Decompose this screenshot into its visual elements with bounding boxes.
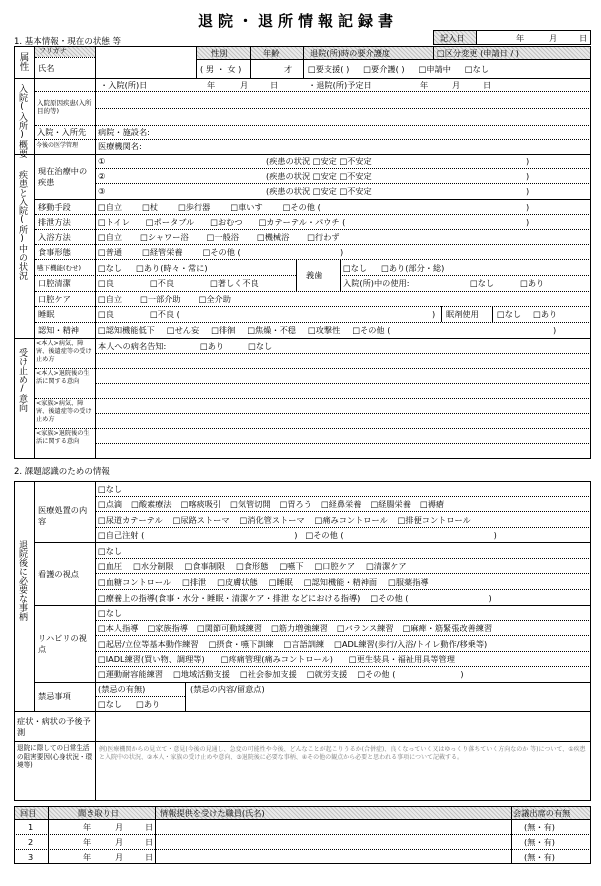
swallow-yes[interactable]: □あり(時々・常に): [136, 263, 208, 273]
exc-toilet[interactable]: □トイレ: [98, 217, 130, 227]
rehab-adl[interactable]: □ADL練習(歩行/入浴/トイレ動作/移乗等): [334, 639, 488, 649]
opt-youkaigo[interactable]: □要介護( ): [363, 64, 405, 74]
close-paren: ): [493, 530, 497, 540]
contraindication-options[interactable]: [98, 700, 160, 708]
close-paren: ): [432, 309, 436, 319]
denture-use-options[interactable]: [470, 279, 544, 287]
nurse-glucose[interactable]: □血糖コントロール: [98, 577, 172, 587]
hist-row1-n: 1: [28, 822, 34, 832]
nurse-none[interactable]: □なし: [98, 546, 123, 556]
admit-month[interactable]: 月: [549, 33, 558, 43]
hist-row1-d[interactable]: 日: [145, 822, 154, 832]
care-level-options[interactable]: [308, 65, 489, 73]
close-paren: ): [526, 202, 530, 212]
mobility-walker[interactable]: □歩行器: [178, 202, 211, 212]
nurse-water[interactable]: □水分制限: [133, 561, 174, 571]
opt-youshien[interactable]: □要支援( ): [308, 64, 350, 74]
nurse-foodform[interactable]: □食形態: [236, 561, 269, 571]
proc-selfinj[interactable]: □自己注射 (: [98, 530, 145, 540]
rehab-iadl[interactable]: □IADL練習(買い物、調理等): [98, 654, 205, 664]
nurse-excretion[interactable]: □排泄: [182, 577, 207, 587]
disease-3[interactable]: ③: [98, 186, 106, 196]
gender-header: 性別: [211, 48, 228, 58]
dent-none[interactable]: □なし: [343, 263, 368, 273]
use-yes[interactable]: □あり: [520, 278, 545, 288]
disease-2[interactable]: ②: [98, 171, 106, 181]
nurse-other[interactable]: □その他 (: [370, 593, 409, 603]
bath-machine[interactable]: □機械浴: [256, 232, 290, 242]
admit-year[interactable]: 年: [516, 33, 525, 43]
admit-date-box: [433, 30, 591, 45]
bath-shower[interactable]: □シャワー浴: [140, 232, 189, 242]
rehab-line-3[interactable]: [98, 655, 455, 663]
gender-value[interactable]: ( 男 ・ 女 ): [200, 64, 242, 74]
nurse-oral[interactable]: □口腔ケア: [314, 561, 356, 571]
discharge-day[interactable]: 日: [483, 80, 492, 90]
meal-other[interactable]: □その他 (: [202, 247, 241, 257]
admission-side-label: 入院(入所)概要: [17, 84, 27, 158]
cog-wander[interactable]: □徘徊: [211, 325, 236, 335]
admission-cause-label: 入院原因疾患(入所目的等): [37, 99, 92, 116]
cog-other[interactable]: □その他 (: [352, 325, 391, 335]
admit-date-label: 記入日: [440, 33, 465, 43]
nurse-swallow[interactable]: □嚥下: [279, 561, 304, 571]
disclosure-yes[interactable]: □あり: [200, 341, 225, 351]
hist-row3-d[interactable]: 日: [145, 852, 154, 862]
bathing-options[interactable]: [98, 233, 340, 241]
nursing-label: 看護の視点: [38, 569, 79, 579]
sleep-bad[interactable]: □不良 (: [149, 309, 180, 319]
oral-hygiene-options[interactable]: [98, 279, 259, 287]
section2-heading: 2. 課題認識のための情報: [14, 467, 110, 477]
rehab-equipment[interactable]: □更生装具・福祉用具等管理: [348, 654, 455, 664]
nurse-medication[interactable]: □服薬指導: [388, 577, 429, 587]
dentures-options[interactable]: [343, 264, 444, 272]
hist-row3-n: 3: [28, 852, 34, 862]
section1-heading: 1. 基本情報・現在の状態 等: [14, 37, 122, 47]
proc-oxygen[interactable]: □酸素療法: [131, 499, 172, 509]
nurse-clean[interactable]: □清潔ケア: [366, 561, 407, 571]
oral-bad[interactable]: □不良: [149, 278, 175, 288]
hist-row1-y[interactable]: 年: [83, 822, 92, 832]
discharge-date-label: ・退院(所)予定日: [308, 80, 372, 90]
hist-row3-m[interactable]: 月: [115, 852, 124, 862]
sleeping-pill-options[interactable]: [497, 310, 557, 318]
rehab-none[interactable]: □なし: [98, 608, 123, 618]
proc-suction[interactable]: □喀痰吸引: [180, 499, 222, 509]
rehab-paralysis[interactable]: □麻痺・筋緊張改善練習: [402, 623, 493, 633]
rehab-self[interactable]: □本人指導: [98, 623, 139, 633]
oral-verybad[interactable]: □著しく不良: [210, 278, 259, 288]
proc-other[interactable]: □その他 (: [305, 530, 344, 540]
cog-decline[interactable]: □認知機能低下: [98, 325, 155, 335]
rehab-other[interactable]: □その他 (: [357, 669, 396, 679]
mobility-cane[interactable]: □杖: [142, 202, 159, 212]
sleep-label: 睡眠: [38, 309, 55, 319]
rehab-swallow[interactable]: □摂食・嚥下訓練: [208, 639, 274, 649]
contraindication-presence: (禁忌の有無): [98, 684, 146, 694]
admit-day[interactable]: 日: [579, 33, 588, 43]
close-paren: ): [553, 325, 557, 335]
bath-general[interactable]: □一般浴: [206, 232, 239, 242]
nurse-line-3[interactable]: [98, 594, 492, 602]
rehab-speech[interactable]: □言語訓練: [283, 639, 325, 649]
meal-form-label: 食事形態: [38, 247, 71, 257]
close-paren: ): [460, 669, 464, 679]
rehab-balance[interactable]: □バランス練習: [336, 623, 394, 633]
opt-nashi[interactable]: □なし: [464, 64, 490, 74]
bath-none[interactable]: □行わず: [307, 232, 340, 242]
use-none[interactable]: □なし: [470, 278, 495, 288]
rehab-work[interactable]: □就労支援: [306, 669, 348, 679]
hist-col-meeting: 会議出席の有無: [513, 808, 571, 818]
oral-hygiene-label: 口腔清潔: [38, 278, 71, 288]
contraindication-content: (禁忌の内容/留意点): [190, 684, 265, 694]
furigana-label: フリガナ: [39, 47, 67, 55]
hist-row2-att[interactable]: (無・有): [524, 837, 555, 847]
close-paren: ): [294, 530, 298, 540]
age-value[interactable]: 才: [284, 64, 293, 74]
disease-2-status[interactable]: (疾患の状況 □安定 □不安定: [266, 171, 372, 181]
medical-institution-label[interactable]: 医療機関名:: [98, 141, 142, 151]
proc-line-0[interactable]: [98, 485, 122, 493]
denture-use-label: 入院(所)中の使用:: [343, 278, 410, 288]
care-partial[interactable]: □一部介助: [140, 294, 181, 304]
admission-facility-label: 入院・入所先: [37, 127, 87, 137]
page-title: 退院・退所情報記録書: [198, 12, 399, 30]
nurse-sleep[interactable]: □睡眠: [268, 577, 293, 587]
exc-portable[interactable]: □ポータブル: [145, 217, 195, 227]
close-paren: ): [526, 217, 530, 227]
proc-line-2[interactable]: [98, 516, 471, 524]
hist-col-staff: 情報提供を受けた職員(氏名): [160, 808, 265, 818]
rehab-strength[interactable]: □筋力増強練習: [271, 623, 328, 633]
kubun-change-checkbox[interactable]: □区分変更 (申請日 / ): [437, 48, 520, 58]
attr-side-label: 属性: [17, 52, 29, 71]
prognosis-label: 症状・病状の予後予測: [17, 716, 91, 738]
section2-side-label: 退院後に必要な事柄: [17, 540, 27, 621]
proc-enteral[interactable]: □経腸栄養: [370, 499, 411, 509]
proc-urethral[interactable]: □尿道カテーテル: [98, 515, 163, 525]
family-intention-label: <家族>退院後の生活に関する意向: [36, 430, 90, 445]
excretion-options[interactable]: [98, 218, 345, 226]
oral-good[interactable]: □良: [98, 278, 114, 288]
proc-nasal[interactable]: □経鼻栄養: [320, 499, 362, 509]
contra-yes[interactable]: □あり: [136, 699, 161, 709]
bath-jiritsu[interactable]: □自立: [98, 232, 123, 242]
patient-acceptance-label: <本人>病気、障害、後遺症等の受け止め方: [36, 340, 92, 363]
procedure-label: 医療処置の内容: [38, 505, 88, 527]
swallow-none[interactable]: □なし: [98, 263, 123, 273]
disease-1[interactable]: ①: [98, 156, 106, 166]
discharge-year[interactable]: 年: [420, 80, 429, 90]
rehab-rom[interactable]: □関節可動域練習: [197, 623, 263, 633]
proc-gastrostomy[interactable]: □胃ろう: [279, 499, 312, 509]
close-paren: ): [340, 247, 344, 257]
rehab-line-4[interactable]: [98, 670, 464, 678]
proc-bowel[interactable]: □排便コントロール: [397, 515, 471, 525]
hist-row1-m[interactable]: 月: [115, 822, 124, 832]
care-self[interactable]: □自立: [98, 294, 123, 304]
rehab-social[interactable]: □社会参加支援: [239, 669, 297, 679]
nurse-cognition[interactable]: □認知機能・精神面: [303, 577, 378, 587]
patient-intention-label: <本人>退院後の生活に関する意向: [36, 370, 90, 385]
contraindication-label: 禁忌事項: [38, 691, 71, 701]
contra-none[interactable]: □なし: [98, 699, 123, 709]
swallow-options[interactable]: [98, 264, 208, 272]
mobility-wheelchair[interactable]: □車いす: [230, 202, 263, 212]
nurse-guidance[interactable]: □療養上の指導(食事・水分・睡眠・清潔ケア・排泄 などにおける指導): [98, 593, 361, 603]
proc-colostomy[interactable]: □消化管ストーマ: [239, 515, 305, 525]
proc-drip[interactable]: □点滴: [98, 499, 123, 509]
diagnosis-disclosure-label: 本人への病名告知:: [98, 341, 167, 351]
mobility-jiritsu[interactable]: □自立: [98, 202, 123, 212]
disease-side-label: 疾患と入院(所)中の状況: [17, 170, 27, 280]
cog-agitation[interactable]: □焦燥・不穏: [247, 325, 296, 335]
family-acceptance-label: <家族>病気、障害、後遺症等の受け止め方: [36, 400, 92, 423]
cog-aggression[interactable]: □攻撃性: [308, 325, 341, 335]
excretion-label: 排泄方法: [38, 217, 71, 227]
dentures-label: 義歯: [306, 270, 323, 280]
acceptance-side-label: 受け止め/意向: [17, 348, 27, 412]
nurse-line-1[interactable]: [98, 562, 407, 570]
nurse-skin[interactable]: □皮膚状態: [217, 577, 258, 587]
proc-pain[interactable]: □痛みコントロール: [314, 515, 388, 525]
hist-row2-d[interactable]: 日: [145, 837, 154, 847]
close-paren: ): [488, 593, 492, 603]
proc-line-1[interactable]: [98, 500, 444, 508]
rehab-family[interactable]: □家族指導: [147, 623, 188, 633]
diagnosis-disclosure-options[interactable]: [200, 342, 272, 350]
rehab-community[interactable]: □地域活動支援: [173, 669, 230, 679]
pill-yes[interactable]: □あり: [533, 309, 558, 319]
rehab-label: リハビリの視点: [38, 633, 87, 655]
oral-care-options[interactable]: [98, 295, 231, 303]
hist-col-count: 回目: [20, 808, 37, 818]
meal-tube[interactable]: □経管栄養: [142, 247, 183, 257]
oral-care-label: 口腔ケア: [38, 294, 71, 304]
dent-yes[interactable]: □あり(部分・総): [381, 263, 445, 273]
disclosure-no[interactable]: □なし: [248, 341, 273, 351]
exc-diaper[interactable]: □おむつ: [210, 217, 243, 227]
cog-delirium[interactable]: □せん妄: [166, 325, 200, 335]
admission-month[interactable]: 月: [240, 80, 249, 90]
admission-date-label: ・入院(所)日: [100, 80, 148, 90]
mobility-label: 移動手段: [38, 202, 71, 212]
bathing-label: 入浴方法: [38, 232, 71, 242]
sleep-good[interactable]: □良: [98, 309, 114, 319]
nurse-line-0[interactable]: [98, 547, 122, 555]
nurse-line-2[interactable]: [98, 578, 429, 586]
discharge-month[interactable]: 月: [452, 80, 461, 90]
current-disease-label: 現在治療中の疾患: [38, 166, 88, 187]
admission-day[interactable]: 日: [270, 80, 279, 90]
rehab-line-1[interactable]: [98, 624, 492, 632]
proc-urostomy[interactable]: □尿路ストーマ: [172, 515, 230, 525]
future-management-label: 今後の医学管理: [36, 142, 79, 149]
sleeping-pill-label: 眠剤使用: [446, 309, 479, 319]
nurse-bp[interactable]: □血圧: [98, 561, 123, 571]
opt-shinsei[interactable]: □申請中: [418, 64, 451, 74]
admission-year[interactable]: 年: [207, 80, 216, 90]
meal-normal[interactable]: □普通: [98, 247, 123, 257]
mobility-options[interactable]: [98, 203, 321, 211]
nurse-diet[interactable]: □食事制限: [184, 561, 226, 571]
disease-1-status[interactable]: (疾患の状況 □安定 □不安定: [266, 156, 372, 166]
hist-col-date: 聞き取り日: [78, 808, 119, 818]
care-level-header: 退院(所)時の要介護度: [310, 48, 391, 58]
proc-tracheo[interactable]: □気管切開: [230, 499, 271, 509]
proc-line-3[interactable]: [98, 531, 497, 539]
hist-row2-y[interactable]: 年: [83, 837, 92, 847]
hist-row1-att[interactable]: (無・有): [524, 822, 555, 832]
cognition-label: 認知・精神: [38, 325, 79, 335]
discharge-barriers-label: 退院に際しての日常生活の阻害要因(心身状況・環境等): [17, 744, 93, 770]
proc-bedsore[interactable]: □褥瘡: [419, 499, 445, 509]
swallow-label: 嚥下機能(むせ): [37, 264, 82, 272]
mobility-other[interactable]: □その他 (: [282, 202, 321, 212]
hist-row3-att[interactable]: (無・有): [524, 852, 555, 862]
exc-catheter[interactable]: □カテーテル・パウチ (: [258, 217, 346, 227]
meal-form-options[interactable]: [98, 248, 241, 256]
rehab-pain[interactable]: □疼痛管理(痛みコントロール): [220, 654, 333, 664]
age-header: 年齢: [263, 48, 280, 58]
proc-none[interactable]: □なし: [98, 484, 123, 494]
hist-row2-m[interactable]: 月: [115, 837, 124, 847]
sleep-options[interactable]: [98, 310, 180, 318]
rehab-line-0[interactable]: [98, 609, 122, 617]
disease-3-status[interactable]: (疾患の状況 □安定 □不安定: [266, 186, 372, 196]
rehab-basic[interactable]: □起居/立位等基本動作練習: [98, 639, 199, 649]
cognition-options[interactable]: [98, 326, 390, 334]
care-full[interactable]: □全介助: [198, 294, 231, 304]
rehab-endurance[interactable]: □運動耐容能練習: [98, 669, 164, 679]
rehab-line-2[interactable]: [98, 640, 487, 648]
name-label: 氏名: [38, 63, 55, 73]
hist-row3-y[interactable]: 年: [83, 852, 92, 862]
hist-row2-n: 2: [28, 837, 34, 847]
discharge-barriers-note: 例)医療機関からの見立て・意見(今後の見通し、急変の可能性や今後、どんなことが起こりうるか(合併症)、良くなっていく又はゆっくり落ちていく方向なのか 等)について、①疾患と入院中の状況、②本人・家族の受け止めや意向、③退院後に必要な事柄、④その他の観点から必要と思われる事項について記載する。: [99, 746, 586, 761]
pill-none[interactable]: □なし: [497, 309, 522, 319]
hospital-name-label[interactable]: 病院・施設名:: [98, 127, 150, 137]
